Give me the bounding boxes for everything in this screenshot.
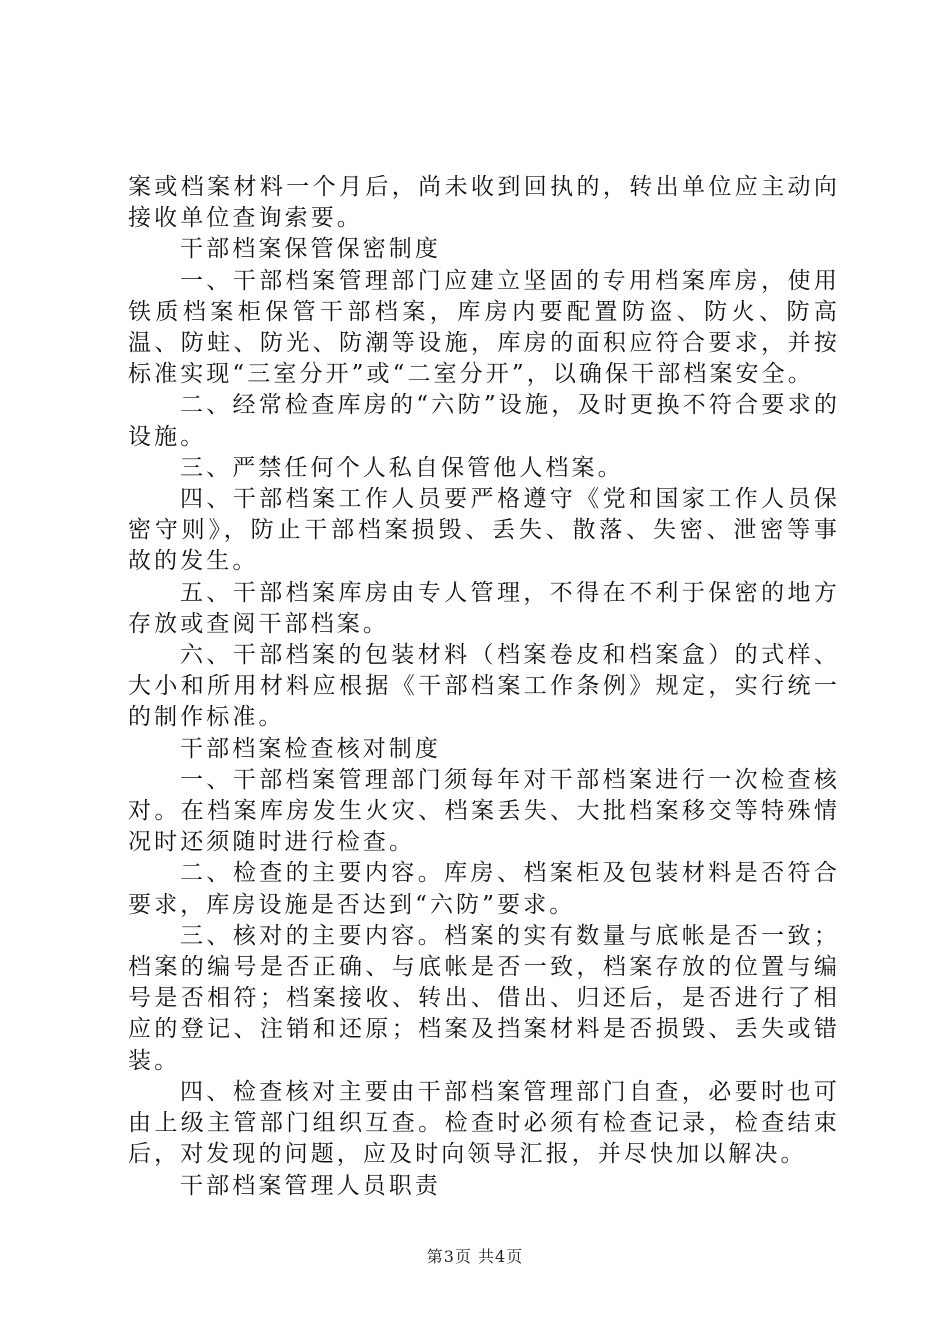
paragraph-storage-item-4: 四、干部档案工作人员要严格遵守《党和国家工作人员保密守则》，防止干部档案损毁、丢失、散落、失密、泄密等事故的发生。 bbox=[128, 486, 840, 575]
page-number-footer: 第3页 共4页 bbox=[426, 1247, 524, 1266]
paragraph-continuation: 案或档案材料一个月后，尚未收到回执的，转出单位应主动向接收单位查询索要。 bbox=[128, 174, 840, 232]
paragraph-inspection-item-4: 四、检查核对主要由干部档案管理部门自查，必要时也可由上级主管部门组织互查。检查时必须有检查记录，检查结束后，对发现的问题，应及时向领导汇报，并尽快加以解决。 bbox=[128, 1078, 840, 1168]
section-heading-inspection: 干部档案检查核对制度 bbox=[180, 735, 441, 762]
paragraph-storage-item-2: 二、经常检查库房的“六防”设施，及时更换不符合要求的设施。 bbox=[128, 392, 840, 450]
document-body bbox=[128, 172, 840, 1202]
paragraph-storage-item-5: 五、干部档案库房由专人管理，不得在不利于保密的地方存放或查阅干部档案。 bbox=[128, 579, 840, 637]
paragraph-storage-item-1: 一、干部档案管理部门应建立坚固的专用档案库房，使用铁质档案柜保管干部档案，库房内要配置防盗、防火、防高温、防蛀、防光、防潮等设施，库房的面积应符合要求，并按标准实现“三室分开”或“二室分开”，以确保干部档案安全。 bbox=[128, 267, 840, 388]
section-heading-staff-duties: 干部档案管理人员职责 bbox=[180, 1172, 441, 1199]
paragraph-inspection-item-3: 三、核对的主要内容。档案的实有数量与底帐是否一致；档案的编号是否正确、与底帐是否一致，档案存放的位置与编号是否相符；档案接收、转出、借出、归还后，是否进行了相应的登记、注销和还原；档案及挡案材料是否损毁、丢失或错装。 bbox=[128, 922, 840, 1074]
paragraph-inspection-item-1: 一、干部档案管理部门须每年对干部档案进行一次检查核对。在档案库房发生火灾、档案丢失、大批档案移交等特殊情况时还须随时进行检查。 bbox=[128, 766, 840, 856]
paragraph-storage-item-6: 六、干部档案的包装材料（档案卷皮和档案盒）的式样、大小和所用材料应根据《干部档案工作条例》规定，实行统一的制作标准。 bbox=[128, 642, 840, 731]
paragraph-storage-item-3: 三、严禁任何个人私自保管他人档案。 bbox=[180, 454, 624, 481]
paragraph-inspection-item-2: 二、检查的主要内容。库房、档案柜及包装材料是否符合要求，库房设施是否达到“六防”要求。 bbox=[128, 860, 840, 918]
section-heading-storage-confidentiality: 干部档案保管保密制度 bbox=[180, 236, 441, 263]
